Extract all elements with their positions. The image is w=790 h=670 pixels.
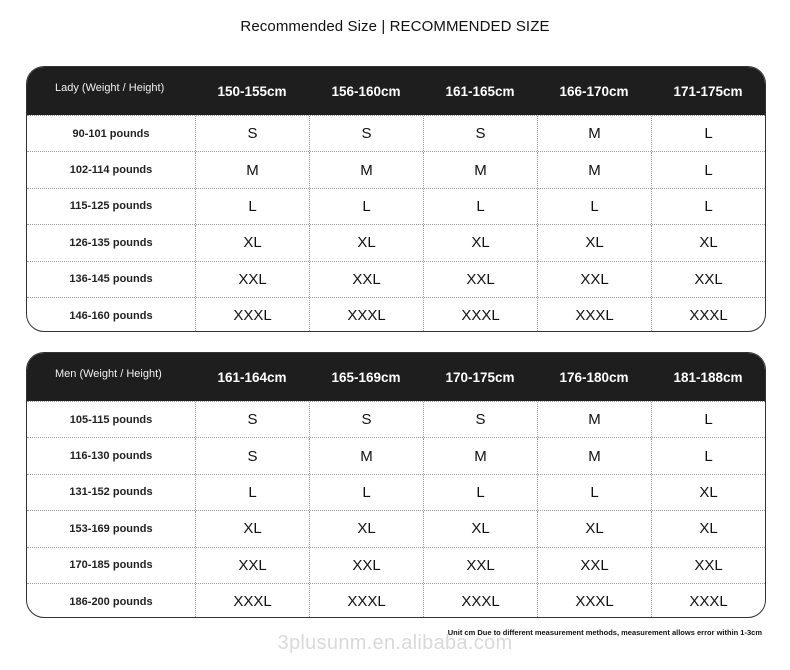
size-cell: S [423, 116, 537, 151]
weight-cell: 170-185 pounds [69, 559, 153, 572]
height-column-header: 166-170cm [559, 83, 629, 99]
weight-cell: 136-145 pounds [69, 273, 153, 286]
size-cell: L [651, 189, 765, 224]
table-header-row [27, 67, 765, 115]
size-cell: XXL [537, 548, 651, 583]
size-cell: XXXL [651, 584, 765, 618]
table-row [27, 474, 765, 510]
size-cell: M [537, 152, 651, 187]
table-row [27, 437, 765, 473]
size-cell: XXXL [309, 298, 423, 332]
size-cell: XL [651, 225, 765, 260]
size-cell: XXXL [651, 298, 765, 332]
table-row [27, 297, 765, 332]
size-cell: XL [423, 225, 537, 260]
size-cell: L [537, 475, 651, 510]
size-cell: L [651, 152, 765, 187]
size-cell: M [537, 116, 651, 151]
size-cell: L [423, 475, 537, 510]
weight-cell: 116-130 pounds [69, 450, 153, 463]
size-cell: XXXL [195, 584, 309, 618]
height-column-header: 161-165cm [445, 83, 515, 99]
size-cell: S [195, 438, 309, 473]
size-cell: L [195, 475, 309, 510]
size-cell: L [651, 438, 765, 473]
weight-cell: 115-125 pounds [69, 200, 153, 213]
table-row [27, 261, 765, 297]
height-column-header: 150-155cm [217, 83, 287, 99]
table-row [27, 188, 765, 224]
size-cell: XXL [195, 548, 309, 583]
size-cell: M [195, 152, 309, 187]
height-column-header: 170-175cm [445, 369, 515, 385]
size-cell: L [423, 189, 537, 224]
watermark: 3plusunm.en.alibaba.com [277, 632, 513, 654]
size-cell: XL [537, 225, 651, 260]
height-column-header: 171-175cm [673, 83, 743, 99]
size-cell: XL [537, 511, 651, 546]
height-column-header: 165-169cm [331, 369, 401, 385]
size-cell: M [423, 438, 537, 473]
size-cell: S [309, 402, 423, 437]
size-cell: XXXL [195, 298, 309, 332]
weight-cell: 90-101 pounds [72, 127, 150, 140]
size-cell: XXL [423, 548, 537, 583]
weight-cell: 153-169 pounds [69, 522, 153, 535]
size-cell: M [309, 438, 423, 473]
size-cell: XL [195, 511, 309, 546]
size-cell: L [195, 189, 309, 224]
size-cell: S [423, 402, 537, 437]
size-cell: M [423, 152, 537, 187]
size-cell: XL [309, 511, 423, 546]
men-size-table [26, 352, 766, 618]
size-cell: M [537, 438, 651, 473]
table-label: Lady (Weight / Height) [55, 82, 165, 94]
size-cell: XXL [651, 262, 765, 297]
table-row [27, 151, 765, 187]
weight-cell: 131-152 pounds [69, 486, 153, 499]
height-column-header: 156-160cm [331, 83, 401, 99]
size-cell: S [195, 402, 309, 437]
weight-cell: 126-135 pounds [69, 236, 153, 249]
size-cell: XXL [537, 262, 651, 297]
size-cell: XXXL [309, 584, 423, 618]
table-row [27, 583, 765, 618]
size-cell: L [309, 475, 423, 510]
table-row [27, 401, 765, 437]
size-cell: XL [195, 225, 309, 260]
size-cell: M [309, 152, 423, 187]
size-cell: XXXL [423, 298, 537, 332]
table-header-row [27, 353, 765, 401]
size-cell: XXXL [423, 584, 537, 618]
size-cell: XXL [309, 262, 423, 297]
size-cell: S [195, 116, 309, 151]
size-cell: L [651, 116, 765, 151]
lady-size-table [26, 66, 766, 332]
size-cell: XXL [309, 548, 423, 583]
table-row [27, 510, 765, 546]
table-row [27, 547, 765, 583]
weight-cell: 146-160 pounds [69, 309, 153, 322]
size-cell: XXL [195, 262, 309, 297]
size-cell: L [537, 189, 651, 224]
weight-cell: 105-115 pounds [69, 413, 153, 426]
table-label: Men (Weight / Height) [55, 368, 162, 380]
size-cell: XXXL [537, 584, 651, 618]
size-cell: XXXL [537, 298, 651, 332]
weight-cell: 102-114 pounds [69, 164, 153, 177]
size-cell: S [309, 116, 423, 151]
table-row [27, 224, 765, 260]
size-cell: XL [309, 225, 423, 260]
size-cell: XL [423, 511, 537, 546]
height-column-header: 161-164cm [217, 369, 287, 385]
size-cell: M [537, 402, 651, 437]
size-cell: XL [651, 511, 765, 546]
size-cell: XL [651, 475, 765, 510]
measurement-note: Unit cm Due to different measurement methods, measurement allows error within 1-3cm [447, 628, 762, 637]
weight-cell: 186-200 pounds [69, 595, 153, 608]
size-cell: L [651, 402, 765, 437]
height-column-header: 181-188cm [673, 369, 743, 385]
height-column-header: 176-180cm [559, 369, 629, 385]
size-cell: XXL [423, 262, 537, 297]
table-row [27, 115, 765, 151]
size-cell: XXL [651, 548, 765, 583]
size-cell: L [309, 189, 423, 224]
page-title: Recommended Size | RECOMMENDED SIZE [240, 18, 550, 35]
